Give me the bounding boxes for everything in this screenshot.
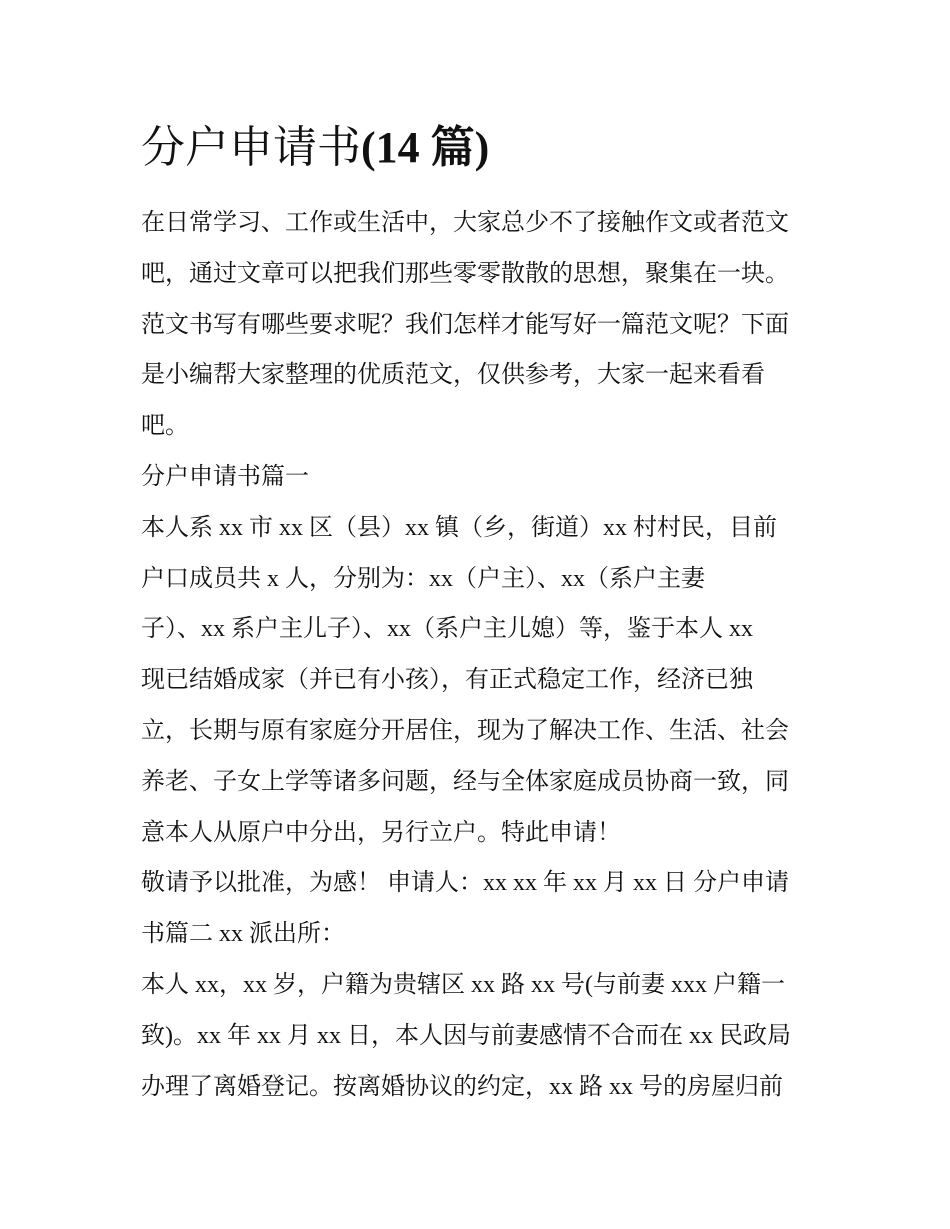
section-heading-1: 分户申请书篇一 <box>141 463 309 490</box>
text-line: 敬请予以批准，为感！ 申请人：xx xx 年 xx 月 xx 日 分户申请 <box>141 870 789 897</box>
text-line: 吧，通过文章可以把我们那些零零散散的思想，聚集在一块。 <box>141 260 789 287</box>
text-line: 现已结婚成家（并已有小孩），有正式稳定工作，经济已独 <box>141 667 753 694</box>
title-suffix: (14 篇) <box>361 123 490 172</box>
text-line: 是小编帮大家整理的优质范文，仅供参考，大家一起来看看 <box>141 362 765 389</box>
text-line: 本人 xx，xx 岁，户籍为贵辖区 xx 路 xx 号(与前妻 xxx 户籍一 <box>141 971 785 998</box>
text-line: 在日常学习、工作或生活中，大家总少不了接触作文或者范文 <box>141 210 789 236</box>
text-line: 养老、子女上学等诸多问题，经与全体家庭成员协商一致，同 <box>141 768 789 795</box>
text-line: 本人系 xx 市 xx 区（县）xx 镇（乡，街道）xx 村村民，目前 <box>141 514 777 541</box>
text-line: 书篇二 xx 派出所： <box>141 921 345 948</box>
document-title <box>141 118 489 178</box>
title-main: 分户申请书 <box>141 122 361 173</box>
text-line: 子）、xx 系户主儿子）、xx（系户主儿媳）等，鉴于本人 xx <box>141 616 753 643</box>
document-body <box>141 198 831 1112</box>
text-line: 范文书写有哪些要求呢？我们怎样才能写好一篇范文呢？下面 <box>141 311 789 338</box>
text-line: 办理了离婚登记。按离婚协议的约定，xx 路 xx 号的房屋归前 <box>141 1073 783 1100</box>
text-line: 立，长期与原有家庭分开居住，现为了解决工作、生活、社会 <box>141 717 789 744</box>
text-line: 致)。xx 年 xx 月 xx 日，本人因与前妻感情不合而在 xx 民政局 <box>141 1022 791 1049</box>
text-line: 意本人从原户中分出，另行立户。特此申请！ <box>141 819 621 846</box>
text-line: 吧。 <box>141 413 189 440</box>
text-line: 户口成员共 x 人，分别为：xx（户主）、xx（系户主妻 <box>141 565 705 592</box>
